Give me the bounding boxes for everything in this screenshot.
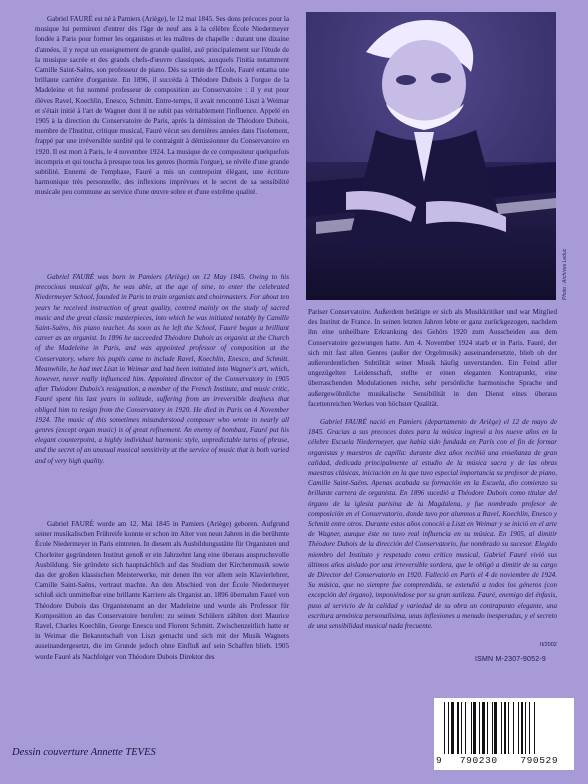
catalog-code: II/2002 bbox=[540, 642, 557, 648]
barcode-number bbox=[434, 755, 574, 766]
photo-credit: Photo : Archives Leduc bbox=[562, 248, 568, 300]
ismn-number: ISMN M-2307-9052-9 bbox=[475, 656, 546, 663]
cover-design-credit: Dessin couverture Annette TEVES bbox=[12, 747, 156, 758]
barcode-bar bbox=[501, 702, 502, 754]
barcode-bar bbox=[534, 702, 535, 754]
portrait-illustration bbox=[306, 12, 556, 300]
barcode-bar bbox=[494, 702, 496, 754]
german-text-left bbox=[35, 519, 289, 769]
barcode-bar bbox=[448, 702, 449, 754]
barcode-right-group: 790529 bbox=[520, 755, 559, 766]
german-text-right bbox=[308, 307, 557, 415]
barcode-bar bbox=[461, 702, 462, 754]
barcode-bar bbox=[487, 702, 488, 754]
english-text bbox=[35, 272, 289, 510]
barcode bbox=[434, 698, 574, 770]
barcode-bar bbox=[492, 702, 493, 754]
barcode-first-digit: 9 bbox=[436, 755, 443, 766]
barcode-bar bbox=[508, 702, 509, 754]
barcode-bar bbox=[513, 702, 514, 754]
german-paragraph-continued: Pariser Conservatoire. Außerdem betätigte er sich als Musikkritiker und war Mitglied des Institut de France. In seinen letzten Jahren lebte er ganz zurückgezogen, nachdem ihn eine unheilbare Erkrankung des Gehörs 1920 zum Ausscheiden aus dem Conservatoire gezwungen hatte. Am 4. November 1924 starb er in Paris. Fauré, der sich mit fast allen Genres (außer der Orgelmusik) auseinandersetzte, blieb ob der außerordentlichen Subtilität seiner Musik häufig unverstanden. Ein Feind aller ungezügelten Leidenschaft, stellte er einen eleganten Kontrapunkt, eine überraschenden Modulationen reiche, sehr persönliche harmonische Sprache und außergewöhnliche musikalische Sensibilität in den Dienst eines überaus facettenreichen Werkes von höchster Qualität. bbox=[308, 308, 557, 408]
portrait-photo bbox=[306, 12, 556, 300]
barcode-bar bbox=[465, 702, 466, 754]
barcode-bar bbox=[529, 702, 530, 754]
barcode-bars bbox=[444, 702, 566, 754]
barcode-bar bbox=[473, 702, 475, 754]
barcode-bar bbox=[521, 702, 523, 754]
barcode-bar bbox=[479, 702, 480, 754]
barcode-bar bbox=[504, 702, 506, 754]
barcode-left-group: 790230 bbox=[459, 755, 498, 766]
german-paragraph: Gabriel FAURÉ wurde am 12. Mai 1845 in Pamiers (Ariège) geboren. Aufgrund seiner musikalischen Frühreife konnte er schon im Alter von neun Jahren in die berühmte École Niedermeyer in Paris eintreten. In diesem als Ausbildungsstätte für Organisten und Chorleiter gegründeten Institut genoß er ein Jahrzehnt lang eine überaus anspruchsvolle Ausbildung. Sie gründete sich hauptsächlich auf das Studium der Kirchenmusik sowie das der großen klassischen Meisterwerke, mit denen ihn vor allem sein Klavierlehrer, Camille Saint-Saëns, vertraut machte. An den Abschied von der École Niedermeyer schloß sich unmittelbar eine brillante Karriere als Organist an. 1896 übernahm Fauré von Théodore Dubois das Organistenamt an der Madeleine und wurde als Professor für Komposition an das Conservatoire berufen: zu seinen Schülern zählten dort Maurice Ravel, Charles Koechlin, George Enescu und Florent Schmitt. Zwischenzeitlich hatte er in Weimar die Bekanntschaft von Liszt gemacht und sich mit der Musik Wagners auseinandergesetzt, die im Grunde jedoch ohne Einfluß auf sein Schaffen blieb. 1905 wurde Fauré als Nachfolger von Théodore Dubois Direktor des bbox=[35, 520, 289, 661]
barcode-bar bbox=[471, 702, 472, 754]
french-paragraph: Gabriel FAURÉ est né à Pamiers (Ariège), le 12 mai 1845. Ses dons précoces pour la musique lui permirent d'entrer dès l'âge de neuf ans à la célèbre École Niedermeyer fondée à Paris pour former les organistes et les maîtres de chapelle : durant une dizaine d'années, il y reçut un enseignement de grande qualité, axé principalement sur l'étude de la musique sacrée et des grands chefs-d'œuvre classiques, auxquels l'initia notamment Camille Saint-Saëns, son professeur de piano. Dès sa sortie de l'École, Fauré entama une brillante carrière d'organiste. En 1896, il succéda à Théodore Dubois à l'orgue de la Madeleine et fut nommé professeur de composition au Conservatoire : il y eut pour élèves Ravel, Koechlin, Enesco, Schmitt. Entre-temps, il avait rencontré Liszt à Weimar et s'était initié à l'art de Wagner dont il ne subit pas véritablement l'influence. Appelé en 1905 à la direction du Conservatoire de Paris, après la démission de Théodore Dubois, membre de l'Institut, critique musical, Fauré vécut ses dernières années dans l'isolement, frappé par une irréversible surdité qui le contraignit à démissionner du Conservatoire en 1920. Il est mort à Paris, le 4 novembre 1924. La musique de ce compositeur quelquefois incompris et qui toucha à presque tous les genres (hormis l'orgue), se révèle d'une grande subtilité. Ennemi de l'emphase, Fauré a mis un contrepoint élégant, une écriture harmonique très personnelle, des inflexions imprévues et le secret de sa sensibilité musicale peu commune au service d'une œuvre sobre et d'une extrême qualité. bbox=[35, 15, 289, 197]
barcode-bar bbox=[457, 702, 459, 754]
barcode-bar bbox=[518, 702, 519, 754]
barcode-bar bbox=[451, 702, 454, 754]
spanish-text bbox=[308, 417, 557, 631]
barcode-bar bbox=[482, 702, 485, 754]
spanish-paragraph: Gabriel FAURÉ nació en Pamiers (departamento de Ariège) el 12 de mayo de 1845. Gracias a sus precoces dotes para la música ingresó a los nueve años en la célebre Escuela Niedermeyer, que había sido fundada en París con el fin de formar organistas y maestros de capilla: durante diez años recibió una enseñanza de gran calidad, dedicada principalmente al estudio de la música sacra y de las obras maestras clásicas, iniciación en la que tuvo especial importancia su profesor de piano, Camille Saint-Saëns. Apenas acabada su formación en la Escuela, dio comienzo su brillante carrera de organista. En 1896 sucedió a Théodore Dubois como titular del órgano de la iglesia parisina de la Magdalena, y fue nombrado profesor de composición en el Conservatorio, donde tuvo por alumnos a Ravel, Koechlin, Enesco y Schmitt entre otros. Durante estos años conoció a Liszt en Weimar y se inició en el arte de Wagner, aunque éste no tuvo real influencia en su música. En 1905, al dimitir Théodore Dubois de la dirección del Conservatorio, fue nombrado su sucesor. Elegido miembro del Instituto y respetado como crítico musical, Gabriel Fauré vivió sus últimos años aislado por una irreversible sordera, que le obligó a dimitir de su cargo de Director del Conservatorio en 1920. Falleció en París el 4 de noviembre de 1924. Su música, que no siempre fue comprendida, se extendió a todos los géneros (con excepción del órgano), imponiéndose por su gran sutileza. Fauré, enemigo del énfasis, puso al servicio de la calidad y variedad de su obra un contrapunto elegante, una escritura armónica personalísima, unas inflexiones a menudo inesperadas, y el secreto de una sensibilidad musical nada frecuente. bbox=[308, 418, 557, 631]
english-paragraph: Gabriel FAURÉ was born in Pamiers (Ariège) on 12 May 1845. Owing to his precocious musical gifts, he was able, at the age of nine, to enter the celebrated Niedermeyer School, founded in Paris to train organists and choirmasters. For about ten years he received instruction of great quality, centred mainly on the study of sacred music and the great classic masterpieces, into which he was initiated notably by Camille Saint-Saëns, his piano teacher. As soon as he left the School, Fauré began a brilliant career as an organist. In 1896 he succeeded Théodore Dubois as organist at the Church of the Madeleine in Paris, and was appointed professor of composition at the Conservatory, where his pupils came to include Ravel, Koechlin, Enesco, and Schmitt. Meanwhile, he had met Liszt in Weimar and had been initiated into Wagner's art, which, however, never really influenced him. Appointed director of the Conservatory in 1905 after Théodore Dubois's resignation, a member of the French Institute, and music critic, Fauré spent his last years in solitude, suffering from an irreversible deafness that obliged him to resign from the Conservatory in 1920. He died in Paris on 4 November 1924. The music of this sometimes misunderstood composer who wrote in nearly all genres (except organ music) is of great refinement. An enemy of bombast, Fauré put his elegant counterpoint, a highly individual harmonic style, unpredictable turns of phrase, and the secret of an unusual musical sensitivity at the service of music that is both varied and of very high quality. bbox=[35, 273, 289, 465]
barcode-bar bbox=[444, 702, 445, 754]
french-text bbox=[35, 14, 289, 268]
barcode-bar bbox=[525, 702, 526, 754]
